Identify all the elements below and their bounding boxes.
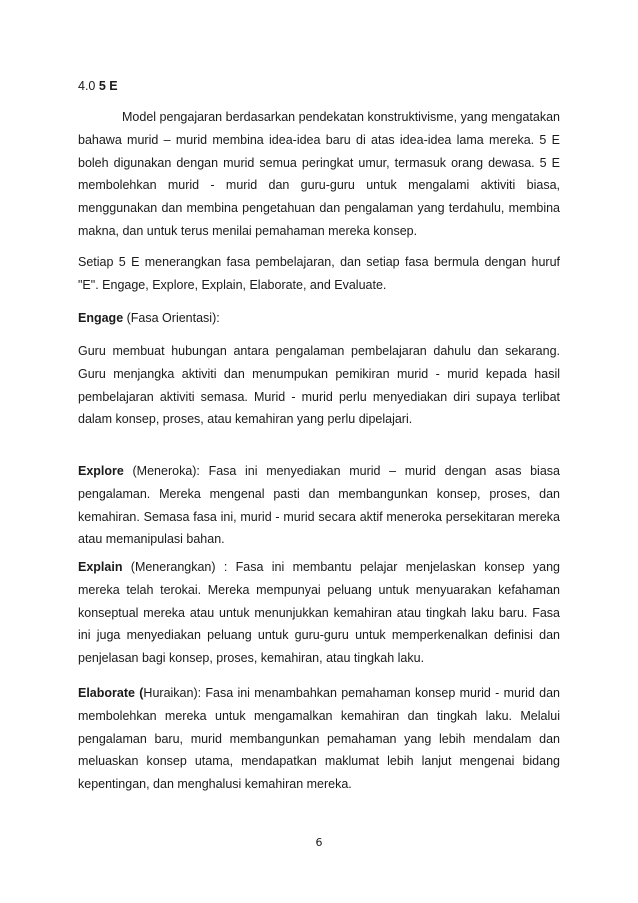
page-number: 6 [315,836,323,849]
explain-paragraph [78,556,560,670]
explore-term: Explore [78,464,124,478]
section-heading [78,79,118,93]
engage-paragraph: Guru membuat hubungan antara pengalaman pembelajaran dahulu dan sekarang. Guru menjangka aktiviti dan menumpukan pemikiran murid - murid kepada hasil pembelajaran aktiviti semasa. Murid - murid perlu menyediakan diri supaya terlibat dalam konsep, proses, atau kemahiran yang perlu dipelajari. [78,344,560,427]
section-title: 5 E [98,79,118,93]
explain-text: (Menerangkan) : Fasa ini membantu pelajar menjelaskan konsep yang mereka telah terokai. Mereka mempunyai peluang untuk menyuarakan kefahaman konseptual mereka atau untuk menunjukkan kemahiran atau tingkah laku baru. Fasa ini juga menyediakan peluang untuk guru-guru untuk memperkenalkan definisi dan penjelasan bagi konsep, proses, kemahiran, atau tingkah laku. [78,560,560,666]
intro-paragraph: Model pengajaran berdasarkan pendekatan konstruktivisme, yang mengatakan bahawa murid – murid membina idea-idea baru di atas idea-idea lama mereka. 5 E boleh digunakan dengan murid semua peringkat umur, termasuk orang dewasa. 5 E membolehkan murid - murid dan guru-guru untuk mengalami aktiviti biasa, menggunakan dan membina pengetahuan dan pengalaman yang terdahulu, membina makna, dan untuk terus menilai pemahaman mereka konsep. [78,110,560,238]
explore-paragraph [78,460,560,551]
elaborate-term: Elaborate ( [78,686,144,700]
engage-term: Engage [78,311,124,325]
section-number: 4.0 [78,79,96,93]
explain-term: Explain [78,560,123,574]
engage-heading [78,307,560,330]
phases-paragraph: Setiap 5 E menerangkan fasa pembelajaran, dan setiap fasa bermula dengan huruf "E". Engage, Explore, Explain, Elaborate, and Evaluate. [78,255,560,292]
engage-subtitle: (Fasa Orientasi): [123,311,220,325]
elaborate-paragraph [78,682,560,796]
explore-text: (Meneroka): Fasa ini menyediakan murid – murid dengan asas biasa pengalaman. Mereka mengenal pasti dan membangunkan konsep, proses, dan kemahiran. Semasa fasa ini, murid - murid secara aktif meneroka persekitaran mereka atau memanipulasi bahan. [78,464,560,547]
elaborate-text: Huraikan): Fasa ini menambahkan pemahaman konsep murid - murid dan membolehkan mereka untuk mengamalkan kemahiran dan tingkah laku. Melalui pengalaman baru, murid membangunkan pemahaman yang lebih mendalam dan meluaskan konsep utama, mendapatkan maklumat lebih lanjut mengenai bidang kepentingan, dan menghalusi kemahiran mereka. [78,686,560,792]
